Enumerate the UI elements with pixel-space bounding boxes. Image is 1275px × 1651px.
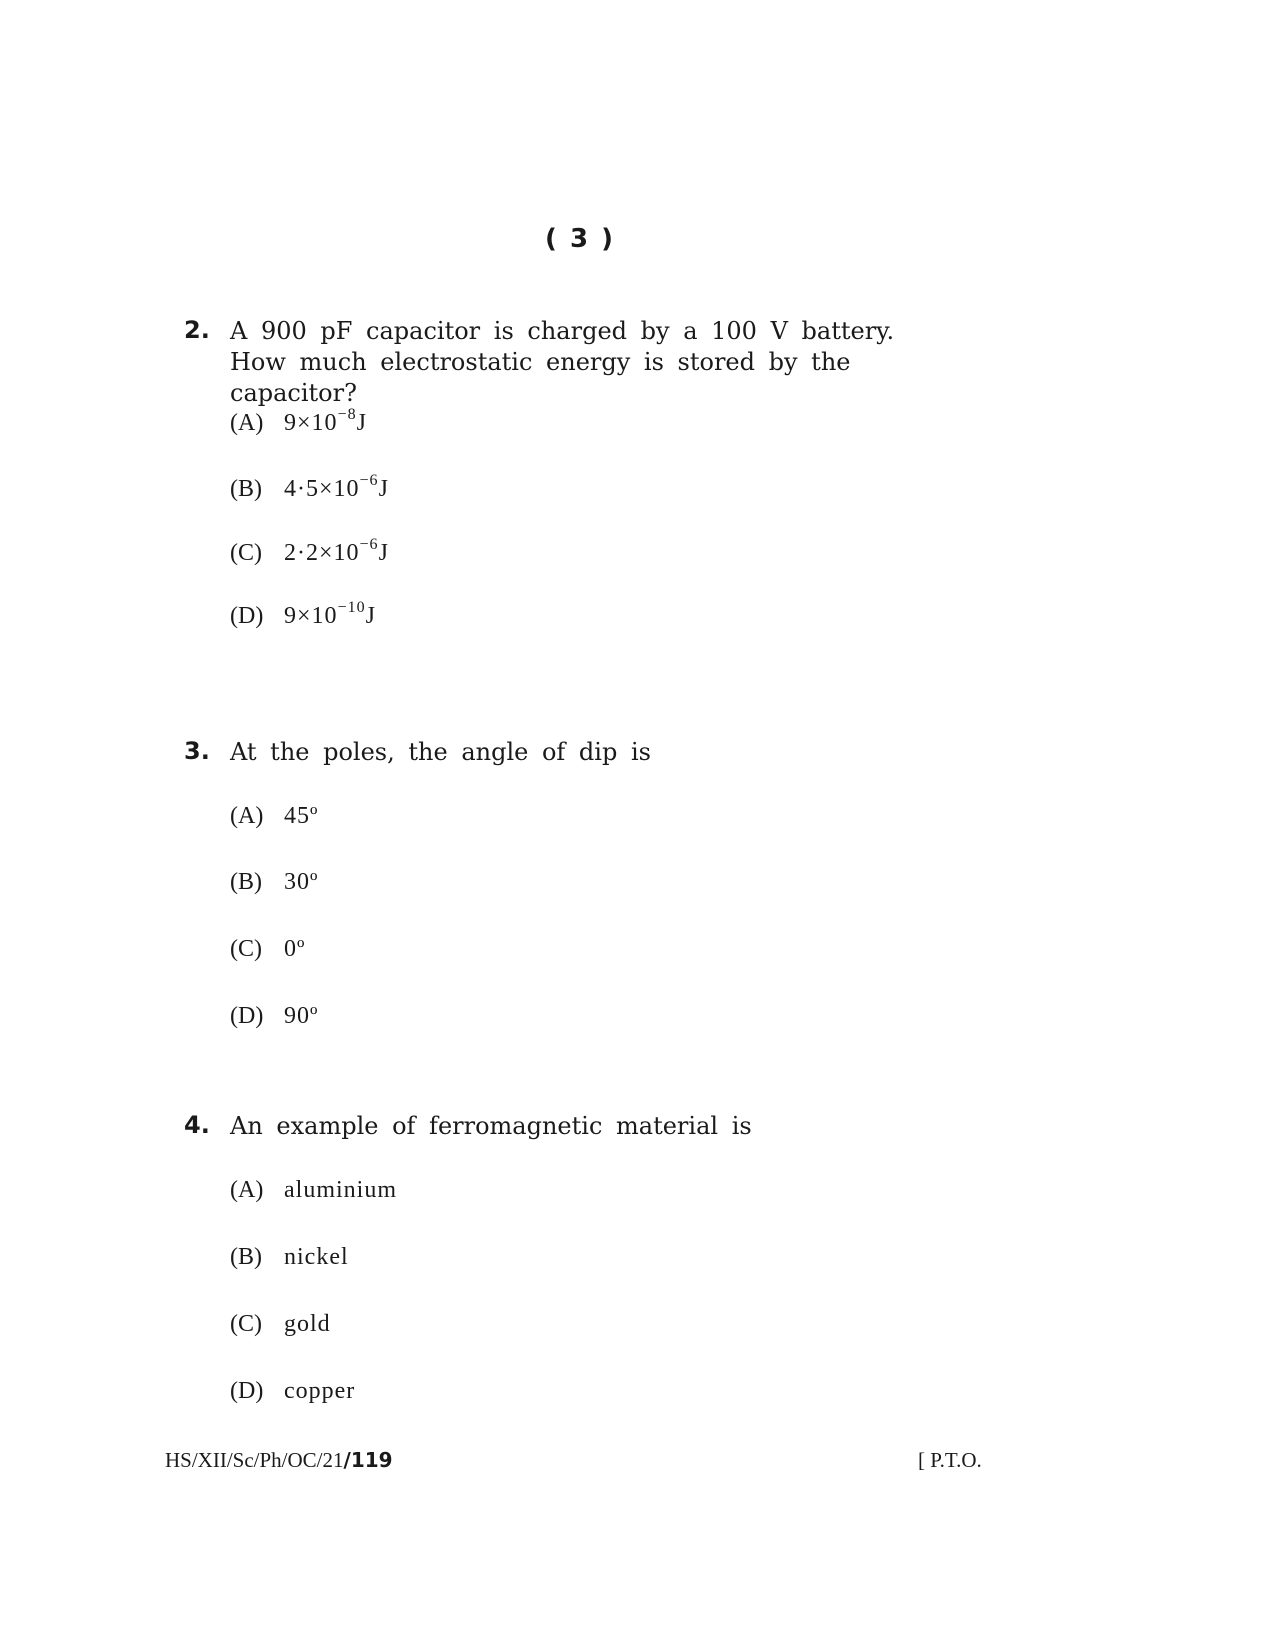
option-b [230,869,318,896]
option-a [230,408,367,437]
option-value: 90º [284,1003,319,1029]
option-d [230,1003,318,1030]
option-label: (B) [230,1244,262,1270]
option-a [230,803,318,830]
question-text: A 900 pF capacitor is charged by a 100 V battery. How much electrostatic energy is stored by the capacitor? [230,317,895,407]
option-label: (B) [230,869,262,895]
option-value: 45º [284,803,319,829]
option-d [230,601,376,630]
pto-label: [ P.T.O. [918,1448,982,1472]
option-label: (C) [230,540,262,566]
option-b [230,474,389,503]
option-value: $9\times 10^{-8}J$ [284,406,367,436]
option-c [230,538,389,567]
option-label: (D) [230,603,264,629]
question-text: An example of ferromagnetic material is [230,1112,752,1140]
question-number: 3. [184,737,210,765]
question-4 [184,1111,944,1404]
option-label: (B) [230,476,262,502]
option-label: (C) [230,936,262,962]
page-number: ( 3 ) [545,224,615,254]
question-number: 4. [184,1111,210,1139]
paper-code [165,1448,393,1473]
option-c [230,1311,331,1338]
question-number: 2. [184,316,210,344]
option-value: aluminium [284,1177,397,1203]
option-label: (C) [230,1311,262,1337]
option-value: 30º [284,869,319,895]
option-value: $4\cdot 5\times 10^{-6}J$ [284,472,389,502]
question-2 [184,316,944,629]
option-value: $9\times 10^{-10}J$ [284,599,376,629]
paper-code-bold: /119 [343,1448,393,1472]
question-text: At the poles, the angle of dip is [230,738,651,766]
option-value: gold [284,1311,331,1337]
option-value: 0º [284,936,306,962]
option-c [230,936,305,963]
option-d [230,1378,355,1405]
option-label: (D) [230,1378,264,1404]
option-a [230,1177,397,1204]
option-value: $2\cdot 2\times 10^{-6}J$ [284,536,389,566]
option-label: (A) [230,803,264,829]
question-3 [184,737,944,1029]
option-label: (D) [230,1003,264,1029]
option-label: (A) [230,1177,264,1203]
paper-code-text: HS/XII/Sc/Ph/OC/21 [165,1448,344,1472]
option-value: copper [284,1378,356,1404]
option-label: (A) [230,410,264,436]
option-value: nickel [284,1244,349,1270]
option-b [230,1244,349,1271]
